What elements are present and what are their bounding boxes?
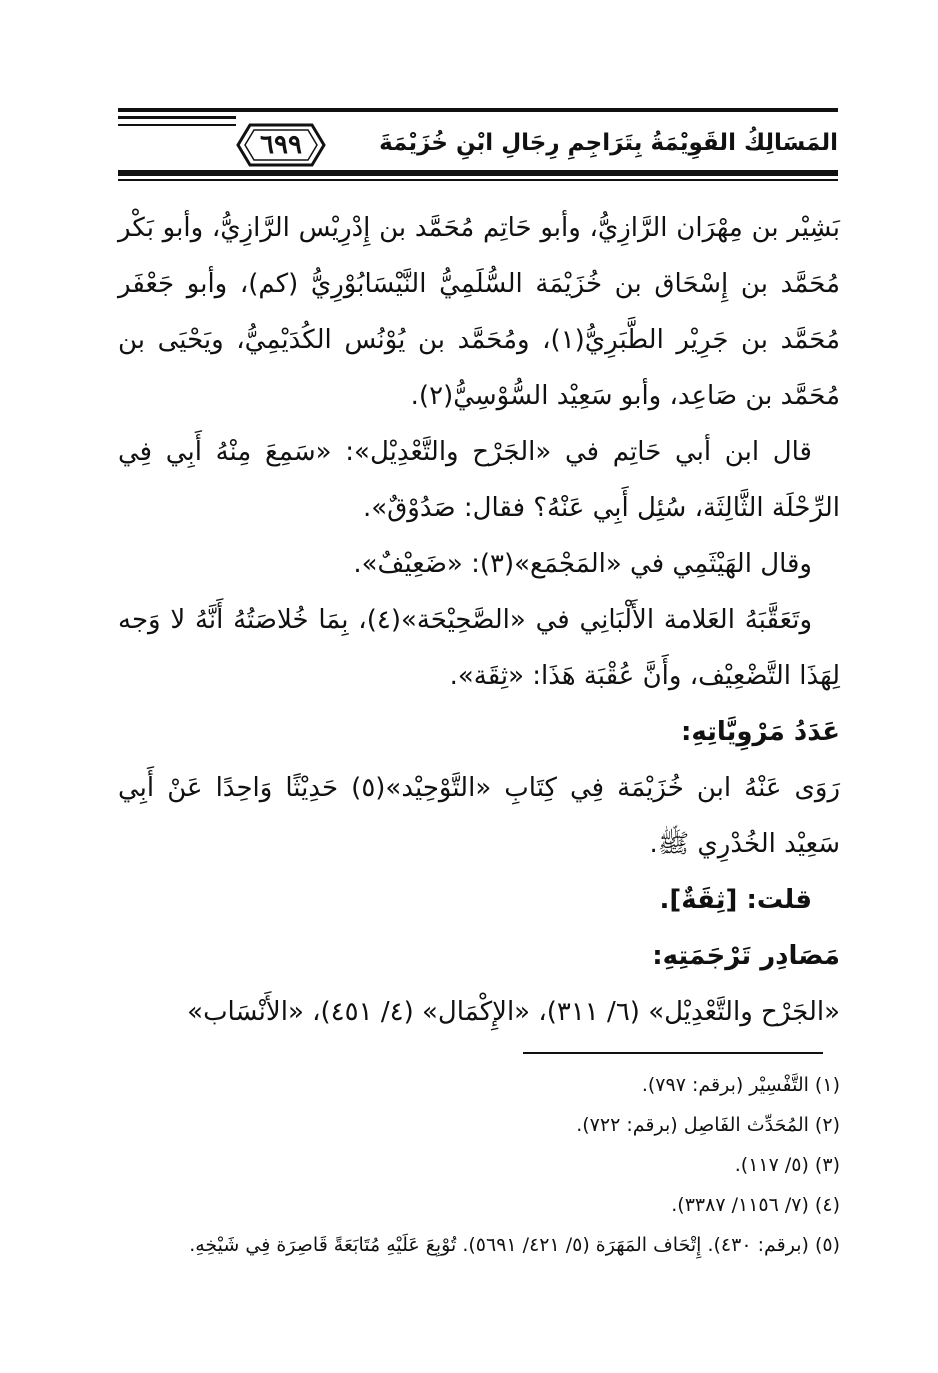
paragraph-ibn-abi-hatim: قال ابن أبي حَاتِم في «الجَرْح والتَّعْدِيْل»: «سَمِعَ مِنْهُ أَبِي فِي الرِّحْلَة الثَّالِثَة، سُئِل أَبِي عَنْهُ؟ فقال: صَدُوْقٌ». [118, 437, 840, 523]
paragraph-albani: وتَعَقَّبَهُ العَلامة الأَلْبَانِي في «الصَّحِيْحَة»(٤)، بِمَا خُلاصَتُهُ أَنَّهُ لا وَجه لِهَذَا التَّضْعِيْف، وأَنَّ عُقْبَة هَذَا: «ثِقَة». [118, 605, 840, 691]
running-title: المَسَالِكُ القَوِيْمَةُ بِتَرَاجِمِ رِجَالِ ابْنِ خُزَيْمَةَ [379, 130, 838, 156]
paragraph-haythami: وقال الهَيْثَمِي في «المَجْمَع»(٣): «ضَعِيْفٌ». [353, 549, 812, 579]
header-bottom-rule [118, 170, 838, 176]
paragraph-narrators: بَشِيْر بن مِهْرَان الرَّازِيُّ، وأبو حَاتِم مُحَمَّد بن إِدْرِيْس الرَّازِيُّ، وأبو بَكْر مُحَمَّد بن إِسْحَاق بن خُزَيْمَة السُّلَمِيُّ النَّيْسَابُوْرِيُّ (كم)، وأبو جَعْفَر مُحَمَّد بن جَرِيْر الطَّبَرِيُّ(١)، ومُحَمَّد بن يُوْنُس الكُدَيْمِيُّ، ويَحْيَى بن مُحَمَّد بن صَاعِد، وأبو سَعِيْد السُّوْسِيُّ(٢). [118, 213, 840, 411]
footnote-separator [523, 1052, 823, 1054]
footnote-2: (٢) المُحَدِّث الفَاصِل (برقم: ٧٢٢). [576, 1114, 840, 1136]
header-top-rule [118, 108, 838, 112]
main-text [118, 200, 840, 1040]
paragraph-verdict: قلت: [ثِقَةٌ]. [659, 885, 812, 915]
heading-narrations-count: عَدَدُ مَرْوِيَّاتِهِ: [680, 717, 840, 747]
header-left-rule [118, 116, 236, 119]
footnote-3: (٣) (٥/ ١١٧). [734, 1154, 840, 1176]
footnote-1: (١) التَّفْسِيْر (برقم: ٧٩٧). [641, 1074, 840, 1096]
page-number: ٦٩٩ [260, 130, 302, 160]
header-bottom-rule-thin [118, 179, 838, 181]
paragraph-sources: «الجَرْح والتَّعْدِيْل» (٦/ ٣١١)، «الإِكْمَال» (٤/ ٤٥١)، «الأَنْسَاب» [187, 997, 840, 1027]
heading-sources: مَصَادِر تَرْجَمَتِهِ: [652, 941, 840, 971]
header-left-rule-thin [118, 124, 236, 126]
footnotes [118, 1065, 840, 1265]
paragraph-narrations: رَوَى عَنْهُ ابن خُزَيْمَة فِي كِتَابِ «التَّوْحِيْد»(٥) حَدِيْثًا وَاحِدًا عَنْ أَبِي سَعِيْد الخُدْرِي ﷺ. [118, 773, 840, 859]
footnote-4: (٤) (٧/ ١١٥٦/ ٣٣٨٧). [671, 1194, 840, 1216]
page-number-badge [236, 121, 326, 169]
footnote-5: (٥) (برقم: ٤٣٠). إِتْحَاف المَهَرَة (٥/ ٤٢١/ ٥٦٩١). تُوْبِعَ عَلَيْهِ مُتَابَعَةً قَاصِرَة فِي شَيْخِهِ. [189, 1234, 840, 1256]
